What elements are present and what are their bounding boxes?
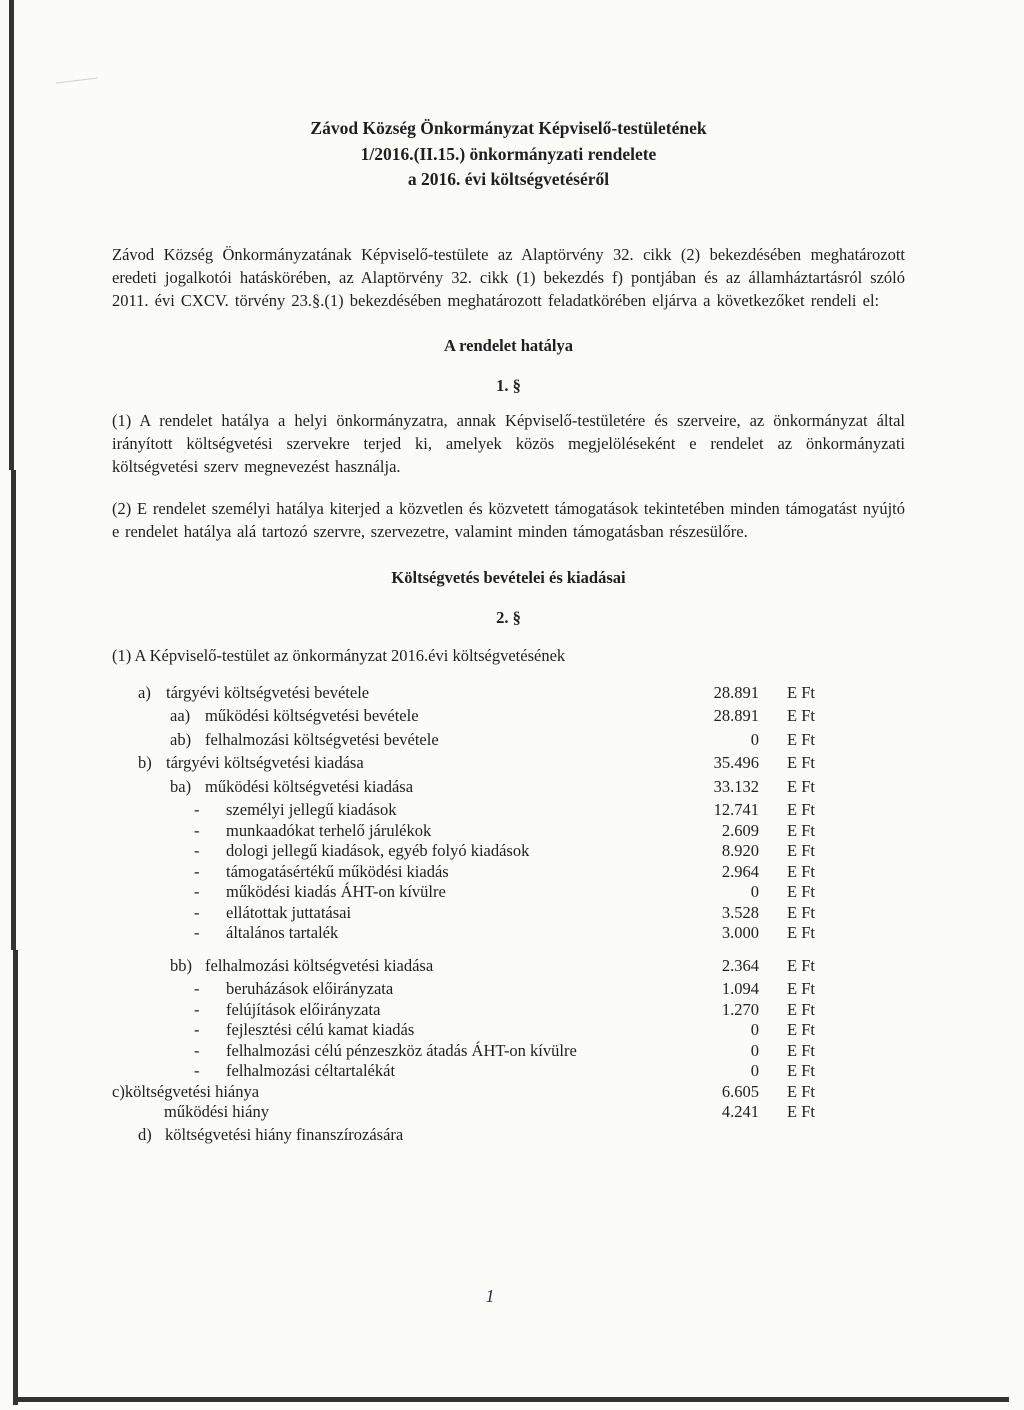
budget-row-ab (112, 730, 815, 751)
row-label: általános tartalék (226, 923, 339, 942)
row-label: munkaadókat terhelő járulékok (226, 820, 432, 840)
budget-row-dash (112, 1061, 815, 1082)
budget-row-c (112, 1082, 815, 1103)
row-value: 0 (750, 729, 759, 749)
row-label: felhalmozási költségvetési kiadása (205, 955, 434, 975)
row-value: 35.496 (713, 753, 759, 772)
row-label: felhalmozási célú pénzeszköz átadás ÁHT-on kívülre (226, 1040, 577, 1060)
row-marker: - (194, 1061, 200, 1080)
row-marker: - (194, 902, 200, 922)
row-unit: E Ft (787, 923, 815, 942)
budget-row-dash (112, 923, 815, 944)
budget-row-dash (112, 1020, 815, 1041)
row-value: 33.132 (713, 776, 759, 796)
budget-row-ba (112, 777, 815, 798)
row-value: 3.528 (721, 902, 759, 922)
row-value: 0 (750, 1020, 759, 1039)
row-value: 28.891 (713, 706, 759, 725)
title-line-1: Závod Község Önkormányzat Képviselő-testületének (310, 118, 707, 138)
row-unit: E Ft (787, 753, 815, 772)
document-content (112, 0, 905, 1145)
row-marker: - (194, 800, 200, 819)
row-value: 3.000 (721, 923, 759, 942)
budget-row-dash (112, 1000, 815, 1021)
budget-row-d (112, 1125, 815, 1146)
row-marker: aa) (170, 706, 191, 725)
row-unit: E Ft (787, 882, 815, 901)
title-line-3: a 2016. évi költségvetéséről (407, 169, 610, 189)
row-label: beruházások előirányzata (226, 979, 394, 998)
row-marker: - (194, 861, 200, 881)
row-label: működési hiány (164, 1102, 269, 1121)
row-label: tárgyévi költségvetési bevétele (166, 682, 370, 702)
row-label: tárgyévi költségvetési kiadása (166, 753, 364, 772)
row-label: felújítások előirányzata (226, 999, 381, 1019)
row-marker: b) (138, 753, 152, 772)
preamble-paragraph: Závod Község Önkormányzatának Képviselő-testülete az Alaptörvény 32. cikk (2) bekezdésében meghatározott eredeti jogalkotói hatáskörében, az Alaptörvény 32. cikk (1) bekezdés f) pontjában és az államháztartásról szóló 2011. évi CXCV. törvény 23.§.(1) bekezdésében meghatározott feladatkörében eljárva a következőket rendeli el: (112, 244, 905, 310)
row-value: 1.270 (721, 999, 759, 1019)
row-label: felhalmozási költségvetési bevétele (205, 729, 439, 749)
budget-list (112, 683, 815, 1146)
row-marker: - (194, 1040, 200, 1060)
row-label: működési költségvetési kiadása (205, 776, 414, 796)
row-value: 28.891 (713, 682, 759, 702)
row-label: c)költségvetési hiánya (112, 1081, 260, 1101)
row-label: működési költségvetési bevétele (205, 706, 419, 725)
budget-row-dash (112, 903, 815, 924)
row-marker: - (194, 882, 200, 901)
scan-artifact-left-edge (13, 950, 18, 1405)
budget-row-dash (112, 841, 815, 862)
budget-row-aa (112, 706, 815, 727)
row-unit: E Ft (787, 841, 815, 860)
row-label: működési kiadás ÁHT-on kívülre (226, 882, 446, 901)
row-unit: E Ft (787, 729, 815, 749)
row-label: személyi jellegű kiadások (226, 800, 397, 819)
budget-row-dash (112, 1041, 815, 1062)
row-value: 8.920 (721, 841, 759, 860)
row-marker: - (194, 999, 200, 1019)
row-marker: ab) (170, 729, 192, 749)
budget-row-bb (112, 956, 815, 977)
scan-artifact-left-edge (9, 0, 14, 470)
budget-row-a (112, 683, 815, 704)
row-unit: E Ft (787, 1102, 815, 1121)
row-unit: E Ft (787, 902, 815, 922)
budget-row-c-sub (112, 1102, 815, 1123)
row-marker: bb) (170, 955, 192, 975)
row-marker: d) (138, 1124, 152, 1144)
row-value: 6.605 (721, 1081, 759, 1101)
title-line-2: 1/2016.(II.15.) önkormányzati rendelete (360, 143, 657, 164)
row-value: 4.241 (721, 1102, 759, 1121)
budget-row-dash (112, 862, 815, 883)
budget-row-dash (112, 800, 815, 821)
row-unit: E Ft (787, 706, 815, 725)
row-value (679, 1125, 759, 1146)
row-unit: E Ft (787, 1020, 815, 1039)
row-label: felhalmozási céltartalékát (226, 1061, 396, 1080)
row-unit: E Ft (787, 800, 815, 819)
budget-row-b (112, 753, 815, 774)
row-marker: - (194, 1020, 200, 1039)
section-2-heading: Költségvetés bevételei és kiadásai (391, 567, 626, 587)
row-value: 12.741 (713, 800, 759, 819)
section-1-paragraph-2: (2) E rendelet személyi hatálya kiterjed a közvetlen és közvetett támogatások tekintetében minden támogatást nyújtó e rendelet hatálya alá tartozó szervre, szervezetre, valamint minden támogatásban részesülőre. (112, 498, 905, 541)
row-unit (759, 1125, 815, 1146)
row-unit: E Ft (787, 682, 815, 702)
row-value: 1.094 (721, 979, 759, 998)
row-value: 2.609 (721, 820, 759, 840)
row-value: 2.364 (721, 955, 759, 975)
row-marker: ba) (170, 776, 192, 796)
row-marker: - (194, 841, 200, 860)
row-unit: E Ft (787, 1061, 815, 1080)
row-value: 0 (750, 1061, 759, 1080)
row-label: fejlesztési célú kamat kiadás (226, 1020, 415, 1039)
section-2-intro: (1) A Képviselő-testület az önkormányzat 2016.évi költségvetésének (112, 645, 566, 665)
row-marker: - (194, 923, 200, 942)
budget-row-dash (112, 821, 815, 842)
row-unit: E Ft (787, 820, 815, 840)
row-unit: E Ft (787, 861, 815, 881)
row-label: dologi jellegű kiadások, egyéb folyó kiadások (226, 841, 530, 860)
row-marker: a) (138, 682, 151, 702)
budget-row-dash (112, 979, 815, 1000)
document-title (112, 116, 905, 193)
row-unit: E Ft (787, 999, 815, 1019)
row-value: 2.964 (721, 861, 759, 881)
row-marker: - (194, 820, 200, 840)
scan-artifact-left-edge (11, 470, 16, 950)
row-marker: - (194, 979, 200, 998)
row-label: támogatásértékű működési kiadás (226, 861, 449, 881)
page-number: 1 (485, 1286, 495, 1306)
scan-artifact-bottom-edge (15, 1397, 1009, 1402)
row-value: 0 (750, 882, 759, 901)
row-unit: E Ft (787, 1081, 815, 1101)
row-value: 0 (750, 1040, 759, 1060)
row-label: ellátottak juttatásai (226, 902, 352, 922)
row-unit: E Ft (787, 955, 815, 975)
section-1-marker: 1. § (496, 375, 521, 395)
row-unit: E Ft (787, 979, 815, 998)
section-1-heading: A rendelet hatálya (444, 335, 573, 355)
row-unit: E Ft (787, 776, 815, 796)
section-1-paragraph-1: (1) A rendelet hatálya a helyi önkormányzatra, annak Képviselő-testületére és szerveire, az önkormányzat által irányított költségvetési szervekre terjed ki, amelyek közös megjelöléseként e rendelet az önkormányzati költségvetési szerv megnevezést használja. (112, 410, 905, 476)
section-2-marker: 2. § (496, 607, 521, 627)
row-unit: E Ft (787, 1040, 815, 1060)
scan-artifact-smudge (56, 77, 99, 90)
budget-row-dash (112, 882, 815, 903)
row-label: költségvetési hiány finanszírozására (165, 1124, 404, 1144)
